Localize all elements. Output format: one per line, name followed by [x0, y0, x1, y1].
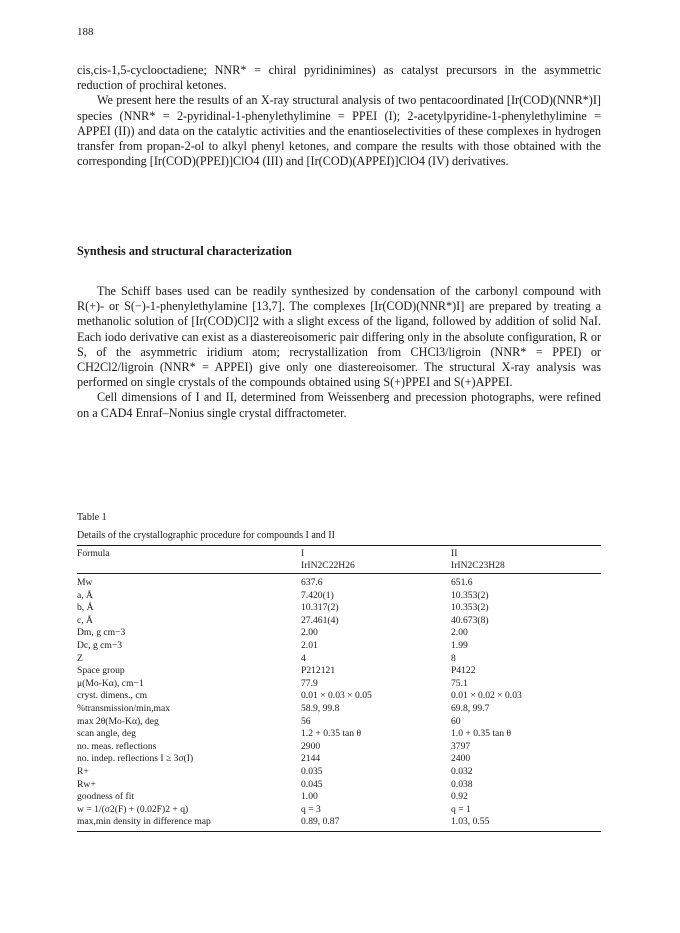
table-row [77, 703, 601, 716]
row-label: %transmission/min,max [77, 702, 171, 714]
table-row [77, 577, 601, 590]
row-value-ii: 1.99 [451, 639, 468, 651]
header-compound-ii [451, 548, 601, 572]
table-row [77, 602, 601, 615]
table-row [77, 804, 601, 817]
row-label: max,min density in difference map [77, 816, 211, 828]
row-value-i: 0.045 [301, 778, 323, 790]
row-value-ii: 2.00 [451, 627, 468, 639]
table-body [77, 574, 601, 831]
row-label: Z [77, 652, 83, 664]
table-row [77, 690, 601, 703]
row-value-i: 58.9, 99.8 [301, 702, 340, 714]
row-value-ii: 0.92 [451, 791, 468, 803]
row-value-i: 56 [301, 715, 311, 727]
table-row [77, 640, 601, 653]
row-label: μ(Mo-Kα), cm−1 [77, 677, 144, 689]
row-label: c, Å [77, 614, 93, 626]
row-value-i: 4 [301, 652, 306, 664]
row-value-i: 637.6 [301, 577, 323, 588]
row-label: R+ [77, 765, 89, 777]
row-label: max 2θ(Mo-Kα), deg [77, 715, 159, 727]
section-paragraph-2: Cell dimensions of I and II, determined from Weissenberg and precession photographs, were refined on a CAD4 Enraf–Nonius single crystal diffractometer. [77, 390, 601, 420]
table-row [77, 653, 601, 666]
row-value-i: 0.89, 0.87 [301, 816, 340, 828]
page-number: 188 [77, 26, 94, 38]
table-caption: Details of the crystallographic procedure for compounds I and II [77, 530, 335, 541]
row-value-i: 1.2 + 0.35 tan θ [301, 728, 362, 740]
row-label: a, Å [77, 589, 93, 601]
row-value-ii: 0.01 × 0.02 × 0.03 [451, 690, 522, 702]
table-label: Table 1 [77, 512, 107, 523]
table-row [77, 615, 601, 628]
row-value-ii: P4122 [451, 665, 476, 677]
row-label: no. indep. reflections I ≥ 3σ(I) [77, 753, 194, 765]
row-value-ii: q = 1 [451, 803, 471, 815]
row-label: Rw+ [77, 778, 96, 790]
intro-text [77, 63, 601, 169]
header-compound-i [301, 548, 451, 572]
table-row [77, 791, 601, 804]
row-value-ii: 60 [451, 715, 461, 727]
table-row [77, 741, 601, 754]
row-label: Dc, g cm−3 [77, 639, 123, 651]
row-value-ii: 69.8, 99.7 [451, 702, 490, 714]
row-value-i: 27.461(4) [301, 614, 339, 626]
row-value-i: 0.01 × 0.03 × 0.05 [301, 690, 372, 702]
row-value-ii: 40.673(8) [451, 614, 489, 626]
intro-paragraph-1: cis,cis-1,5-cyclooctadiene; NNR* = chiral pyridinimines) as catalyst precursors in the asymmetric reduction of prochiral ketones. [77, 63, 601, 93]
row-value-i: 1.00 [301, 791, 318, 803]
row-value-i: 77.9 [301, 677, 318, 689]
row-value-ii: 0.038 [451, 778, 473, 790]
row-label: Mw [77, 577, 93, 588]
table-row [77, 590, 601, 603]
table-row [77, 665, 601, 678]
row-value-ii: 8 [451, 652, 456, 664]
row-label: goodness of fit [77, 791, 135, 803]
table-row [77, 779, 601, 792]
section-heading: Synthesis and structural characterization [77, 244, 292, 258]
row-value-ii: 651.6 [451, 577, 473, 588]
header-compound-i-id: I [301, 548, 305, 559]
row-value-ii: 1.0 + 0.35 tan θ [451, 728, 512, 740]
header-compound-ii-id: II [451, 548, 458, 559]
table-row [77, 716, 601, 729]
header-compound-ii-formula: IrIN2C23H28 [451, 560, 505, 571]
row-value-i: 0.035 [301, 765, 323, 777]
row-label: w = 1/(σ2(F) + (0.02F)2 + q) [77, 803, 189, 815]
row-label: Dm, g cm−3 [77, 627, 126, 639]
section-paragraph-1: The Schiff bases used can be readily synthesized by condensation of the carbonyl compound with R(+)- or S(−)-1-phenylethylamine [13,7]. The complexes [Ir(COD)(NNR*)I] are prepared by treating a methanolic solution of [Ir(COD)Cl]2 with a slight excess of the ligand, followed by addition of solid NaI. Each iodo derivative can exist as a diastereoisomeric pair differing only in the absolute configuration, R or S, of the asymmetric iridium atom; recrystallization from CHCl3/ligroin (NNR* = PPEI) or CH2Cl2/ligroin (NNR* = APPEI) give only one diastereoisomer. The structural X-ray analysis was performed on single crystals of the compounds obtained using S(+)PPEI and S(+)APPEI. [77, 284, 601, 390]
row-value-i: 10.317(2) [301, 602, 339, 614]
row-value-i: 2.00 [301, 627, 318, 639]
row-value-i: q = 3 [301, 803, 321, 815]
section-text [77, 284, 601, 421]
row-value-i: 2144 [301, 753, 321, 765]
row-label: b, Å [77, 602, 94, 614]
row-label: cryst. dimens., cm [77, 690, 148, 702]
row-value-ii: 75.1 [451, 677, 468, 689]
row-value-ii: 10.353(2) [451, 589, 489, 601]
row-value-ii: 2400 [451, 753, 471, 765]
row-value-ii: 10.353(2) [451, 602, 489, 614]
row-value-ii: 1.03, 0.55 [451, 816, 490, 828]
header-formula: Formula [77, 548, 110, 559]
row-label: Space group [77, 665, 125, 677]
row-value-i: 2.01 [301, 639, 318, 651]
row-value-ii: 0.032 [451, 765, 473, 777]
row-value-i: 2900 [301, 740, 321, 752]
row-value-ii: 3797 [451, 740, 471, 752]
table-row [77, 766, 601, 779]
table-row [77, 678, 601, 691]
table-header-row [77, 546, 601, 574]
table-row [77, 627, 601, 640]
row-value-i: 7.420(1) [301, 589, 334, 601]
row-value-i: P212121 [301, 665, 336, 677]
table-row [77, 753, 601, 766]
table-row [77, 728, 601, 741]
row-label: scan angle, deg [77, 728, 136, 740]
row-label: no. meas. reflections [77, 740, 157, 752]
table-row [77, 816, 601, 829]
intro-paragraph-2: We present here the results of an X-ray structural analysis of two pentacoordinated [Ir(COD)(NNR*)I] species (NNR* = 2-pyridinal-1-phenylethylimine = PPEI (I); 2-acetylpyridine-1-phenylethylimine = APPEI (II)) and data on the catalytic activities and the enantioselectivities of these complexes in hydrogen transfer from propan-2-ol to alkyl phenyl ketones, and compare the results with those obtained with the corresponding [Ir(COD)(PPEI)]ClO4 (III) and [Ir(COD)(APPEI)]ClO4 (IV) derivatives. [77, 93, 601, 169]
crystallographic-table [77, 545, 601, 832]
header-compound-i-formula: IrIN2C22H26 [301, 560, 355, 571]
